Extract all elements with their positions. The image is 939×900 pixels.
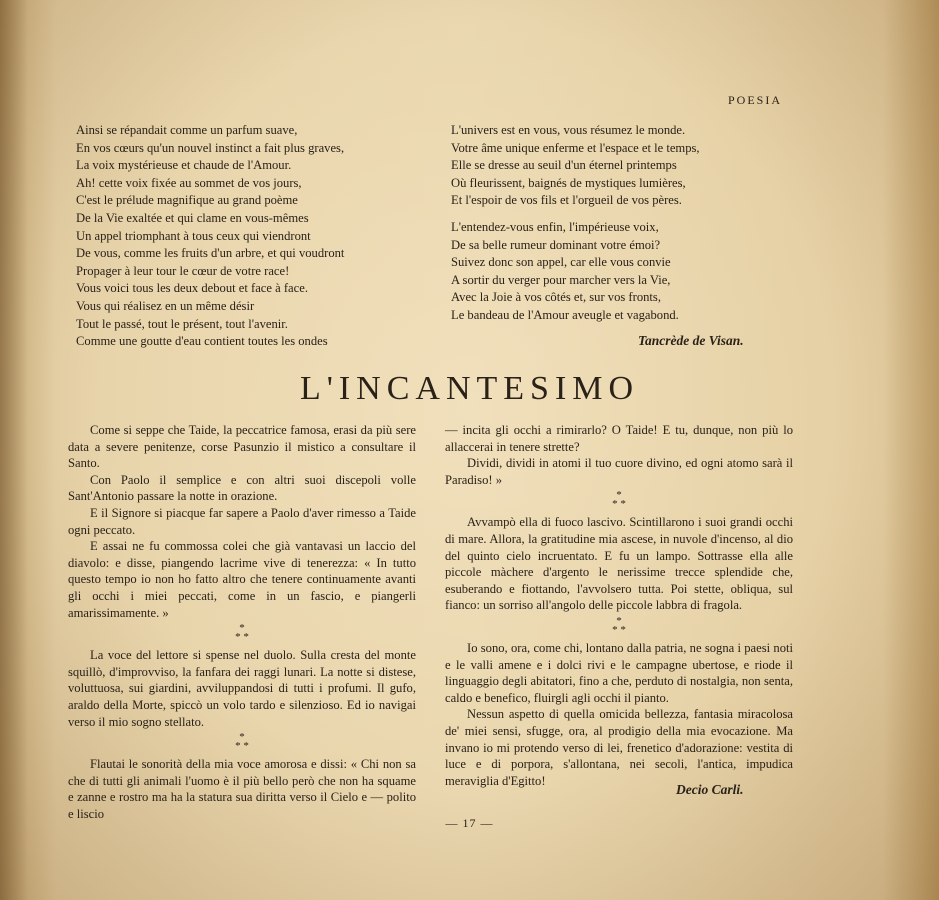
asterism-divider: * * *: [612, 489, 626, 511]
poem-line: Un appel triomphant à tous ceux qui viendront: [76, 228, 311, 243]
poem-line: Vous qui réalisez en un même désir: [76, 298, 255, 313]
paragraph: — incita gli occhi a rimirarlo? O Taide! E tu, dunque, non più lo allaccerai in tenere strette?: [445, 423, 793, 454]
asterism-divider: * * *: [612, 614, 626, 636]
poem-line: De vous, comme les fruits d'un arbre, et qui voudront: [76, 246, 345, 261]
poem-line: Ah! cette voix fixée au sommet de vos jours,: [76, 175, 302, 190]
binding-shadow: [0, 0, 28, 900]
paragraph: E assai ne fu commossa colei che già vantavasi un laccio del diavolo: e disse, piangendo lacrime vive di tenerezza: « In tutto questo tempo io non ho fatto altro che tenere continuamente avanti gli occhi i miei peccati, come in un fascio, e piangerli amarissimamente. »: [68, 539, 416, 620]
poem-line: De sa belle rumeur dominant votre émoi?: [451, 237, 661, 252]
asterism-divider: * * *: [235, 622, 249, 644]
poem-line: Ainsi se répandait comme un parfum suave,: [76, 123, 298, 137]
poem-line: Propager à leur tour le cœur de votre race!: [76, 263, 290, 278]
paragraph: Flautai le sonorità della mia voce amorosa e dissi: « Chi non sa che di tutti gli animali l'uomo è il più bello però che non ha squame e zanne e rostro ma ha la statura sua diritta verso il Cielo e — polito e liscio: [68, 757, 416, 821]
poem-line: La voix mystérieuse et chaude de l'Amour.: [76, 158, 292, 173]
paragraph: La voce del lettore si spense nel duolo. Sulla cresta del monte squillò, d'improvviso, la fanfara dei raggi lunari. La notte si distese, voluttuosa, sui giardini, avviluppandosi di tutti i profumi. Il gufo, araldo della Morte, spiccò un volo tardo e silenzioso. Ed io navigai verso il mio sogno stellato.: [68, 648, 416, 729]
stanza-gap: [451, 210, 700, 219]
asterism-divider: * * *: [235, 731, 249, 753]
poem-right-column: [451, 122, 700, 325]
poem-line: Elle se dresse au seuil d'un éternel printemps: [451, 158, 677, 173]
poem-line: Vous voici tous les deux debout et face à face.: [76, 281, 308, 296]
paragraph: Avvampò ella di fuoco lascivo. Scintillarono i suoi grandi occhi di mare. Allora, la gratitudine mia ascese, in nuvole d'incenso, al dio del quinto cielo incruentato. E fu un lampo. Sottrasse ella alle piccole màchere d'argento le nerissime trecce splendide che, esuberando e fiottando, l'avvolsero tutta. Poi stette, obliqua, sul fianco: un sorriso all'angolo delle piccole labbra di fragola.: [445, 515, 793, 613]
paragraph: E il Signore si piacque far sapere a Paolo d'aver rimesso a Taide ogni peccato.: [68, 505, 416, 537]
poem-signature: Tancrède de Visan.: [638, 333, 744, 348]
paragraph: Io sono, ora, come chi, lontano dalla patria, ne sogna i paesi noti e le valli amene e i dolci rivi e le campagne ubertose, e riode il linguaggio degli abitatori, fino a che, perduto di nostalgia, non senta, caldo e benefico, fluirgli agli occhi il pianto.: [445, 640, 793, 705]
poem-line: Comme une goutte d'eau contient toutes les ondes: [76, 334, 328, 349]
poem-line: C'est le prélude magnifique au grand poème: [76, 193, 298, 208]
paragraph: Nessun aspetto di quella omicida bellezza, fantasia miracolosa de' miei sensi, sfugge, ora, al prodigio della mia evocazione. Ma invano io mi protendo verso di lei, frenetico d'adorazione: vestita di luce e di porpora, s'allontana, nei secoli, l'antica, impudica meraviglia d'Egitto!: [445, 707, 793, 788]
poem-line: Le bandeau de l'Amour aveugle et vagabond.: [451, 307, 679, 322]
poem-line: A sortir du verger pour marcher vers la Vie,: [451, 272, 671, 287]
poem-left-column: [76, 122, 344, 351]
poem-line: De la Vie exaltée et qui clame en vous-mêmes: [76, 210, 309, 225]
paragraph: Come si seppe che Taide, la peccatrice famosa, erasi da più sere data a severe penitenze, corse Pasunzio il mistico a consultare il Santo.: [68, 423, 416, 471]
paragraph: Dividi, dividi in atomi il tuo cuore divino, ed ogni atomo sarà il Paradiso! »: [445, 456, 793, 487]
poem-line: Suivez donc son appel, car elle vous convie: [451, 255, 671, 270]
article-title: L'INCANTESIMO: [299, 370, 640, 407]
poem-line: Où fleurissent, baignés de mystiques lumières,: [451, 175, 686, 190]
section-header: POESIA: [728, 93, 783, 107]
article-right-column: [445, 422, 793, 789]
article-signature: Decio Carli.: [676, 782, 744, 797]
page-number: — 17 —: [445, 816, 494, 830]
poem-line: Et l'espoir de vos fils et l'orgueil de vos pères.: [451, 193, 682, 208]
poem-line: Tout le passé, tout le présent, tout l'avenir.: [76, 316, 288, 331]
poem-line: En vos cœurs qu'un nouvel instinct a fait plus graves,: [76, 140, 345, 155]
poem-line: Avec la Joie à vos côtés et, sur vos fronts,: [451, 290, 661, 305]
poem-line: L'entendez-vous enfin, l'impérieuse voix,: [451, 219, 659, 234]
paragraph: Con Paolo il semplice e con altri suoi discepoli volle Sant'Antonio passare la notte in orazione.: [68, 472, 416, 504]
poem-line: Votre âme unique enferme et l'espace et le temps,: [451, 140, 700, 155]
poem-line: L'univers est en vous, vous résumez le monde.: [451, 123, 686, 137]
article-left-column: [68, 422, 416, 822]
